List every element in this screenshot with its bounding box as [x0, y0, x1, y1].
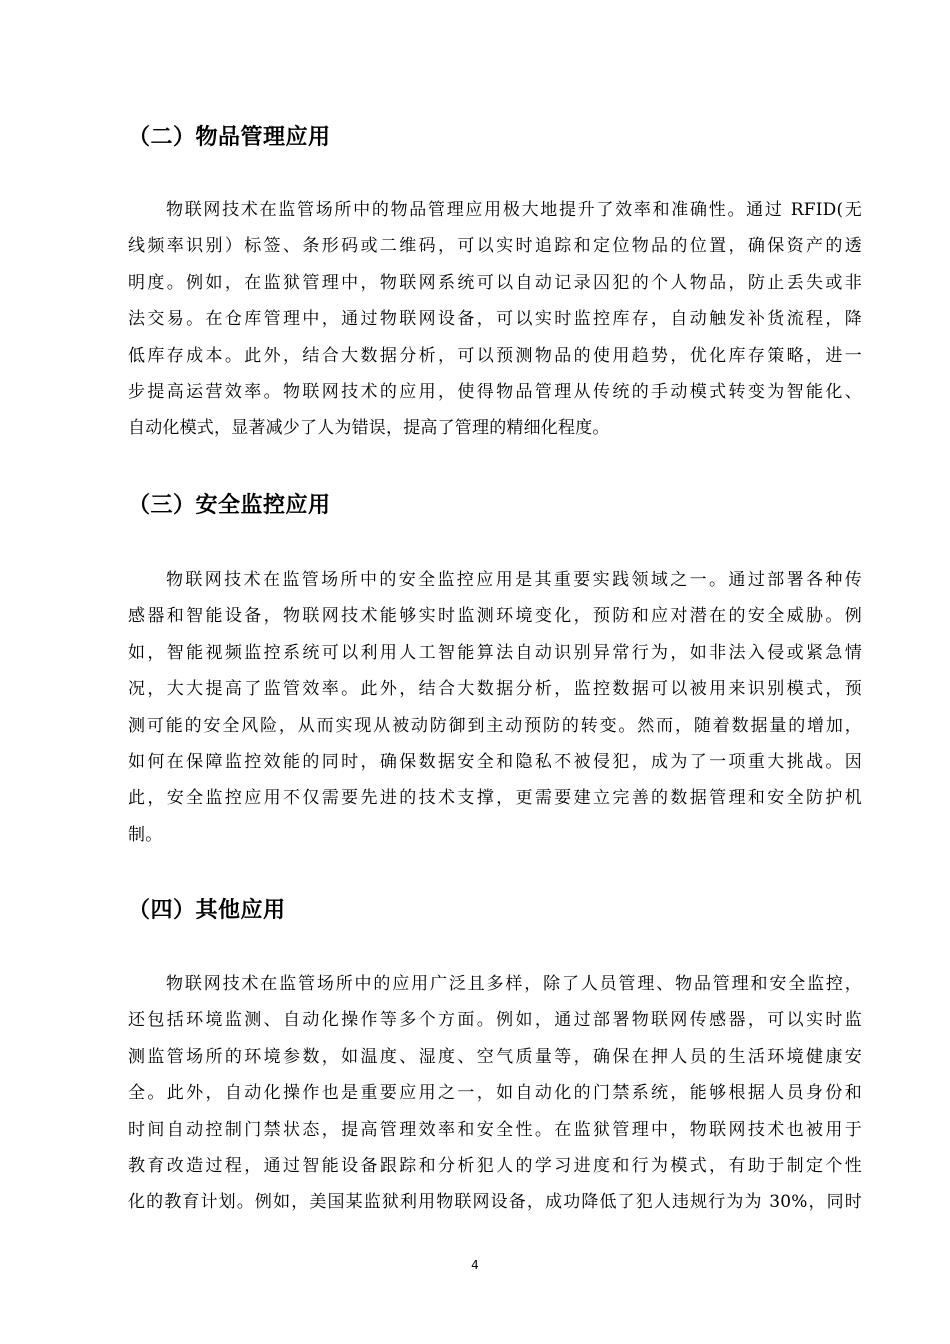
- paragraph-line: 教育改造过程，通过智能设备跟踪和分析犯人的学习进度和行为模式，有助于制定个性: [128, 1155, 862, 1176]
- paragraph-line: 感器和智能设备，物联网技术能够实时监测环境变化，预防和应对潜在的安全威胁。例: [128, 606, 862, 627]
- paragraph-line: 况，大大提高了监管效率。此外，结合大数据分析，监控数据可以被用来识别模式，预: [128, 679, 862, 700]
- section-heading: （二）物品管理应用: [128, 125, 331, 150]
- section-heading: （四）其他应用: [128, 898, 286, 923]
- paragraph-line: 如何在保障监控效能的同时，确保数据安全和隐私不被侵犯，成为了一项重大挑战。因: [128, 751, 862, 772]
- section-heading: （三）安全监控应用: [128, 493, 331, 518]
- paragraph-line: 步提高运营效率。物联网技术的应用，使得物品管理从传统的手动模式转变为智能化、: [128, 381, 862, 402]
- paragraph-line: 物联网技术在监管场所中的应用广泛且多样，除了人员管理、物品管理和安全监控，: [166, 974, 862, 994]
- paragraph-line: 还包括环境监测、自动化操作等多个方面。例如，通过部署物联网传感器，可以实时监: [128, 1010, 862, 1031]
- paragraph-line: 明度。例如，在监狱管理中，物联网系统可以自动记录囚犯的个人物品，防止丢失或非: [128, 272, 862, 293]
- paragraph-line: 测可能的安全风险，从而实现从被动防御到主动预防的转变。然而，随着数据量的增加，: [128, 715, 862, 736]
- paragraph-line: 物联网技术在监管场所中的安全监控应用是其重要实践领域之一。通过部署各种传: [166, 570, 862, 590]
- paragraph-line: 自动化模式，显著减少了人为错误，提高了管理的精细化程度。: [128, 418, 610, 439]
- section-paragraph: [128, 192, 862, 447]
- paragraph-line: 时间自动控制门禁状态，提高管理效率和安全性。在监狱管理中，物联网技术也被用于: [128, 1119, 862, 1140]
- section-paragraph: [128, 966, 862, 1221]
- paragraph-line: 化的教育计划。例如，美国某监狱利用物联网设备，成功降低了犯人违规行为为 30%，同时: [128, 1192, 862, 1213]
- paragraph-line: 制。: [128, 824, 163, 845]
- paragraph-line: 此，安全监控应用不仅需要先进的技术支撑，更需要建立完善的数据管理和安全防护机: [128, 788, 862, 809]
- paragraph-line: 全。此外，自动化操作也是重要应用之一，如自动化的门禁系统，能够根据人员身份和: [128, 1083, 862, 1104]
- section-paragraph: [128, 562, 862, 853]
- paragraph-line: 法交易。在仓库管理中，通过物联网设备，可以实时监控库存，自动触发补货流程，降: [128, 309, 862, 330]
- paragraph-line: 线频率识别）标签、条形码或二维码，可以实时追踪和定位物品的位置，确保资产的透: [128, 236, 862, 257]
- paragraph-line: 低库存成本。此外，结合大数据分析，可以预测物品的使用趋势，优化库存策略，进一: [128, 345, 862, 366]
- paragraph-line: 如，智能视频监控系统可以利用人工智能算法自动识别异常行为，如非法入侵或紧急情: [128, 642, 862, 663]
- paragraph-line: 物联网技术在监管场所中的物品管理应用极大地提升了效率和准确性。通过 RFID(无: [166, 200, 862, 220]
- paragraph-line: 测监管场所的环境参数，如温度、湿度、空气质量等，确保在押人员的生活环境健康安: [128, 1046, 862, 1067]
- page-number: 4: [471, 1258, 479, 1272]
